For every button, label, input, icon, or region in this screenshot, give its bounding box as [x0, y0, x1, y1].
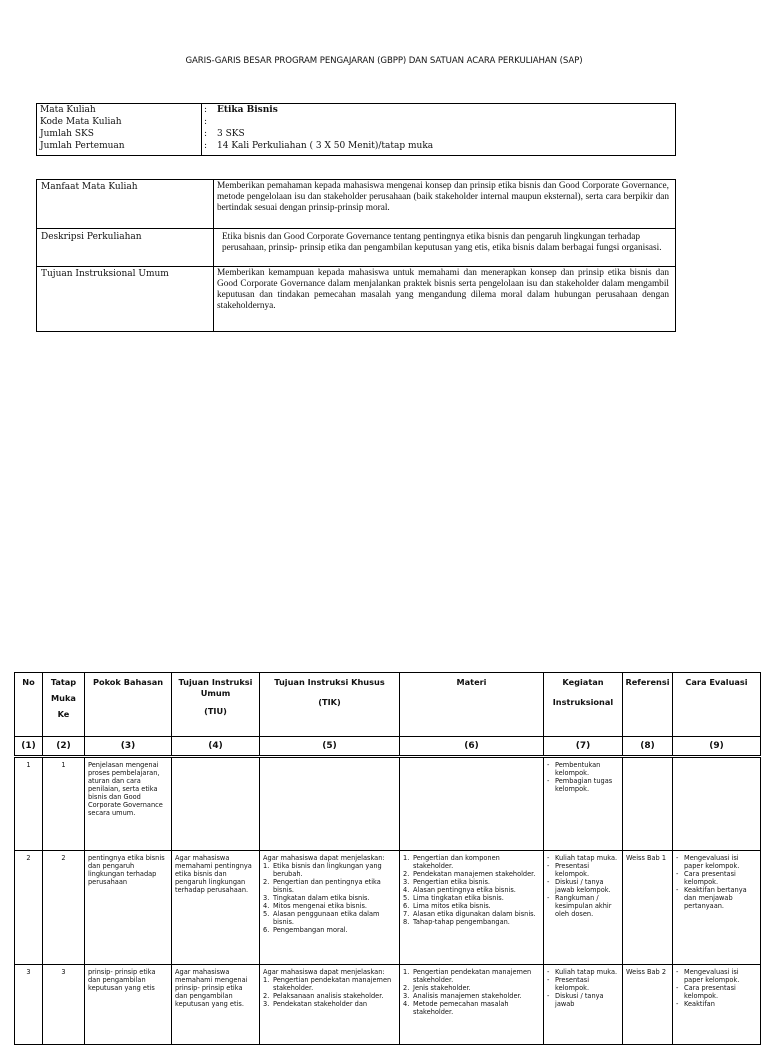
list-dash: -	[676, 854, 679, 862]
list-dash: -	[676, 968, 679, 976]
list-dash: -	[547, 968, 550, 976]
list-item: - Diskusi / tanya jawab kelompok.	[547, 878, 611, 894]
info-colon: :	[204, 129, 208, 139]
list-item: 3. Tingkatan dalam etika bisnis.	[263, 894, 370, 902]
list-number: 2.	[403, 984, 410, 992]
list-item: 2. Pengertian dan pentingnya etika bisnis.	[263, 878, 381, 894]
list-number: 1.	[403, 854, 410, 862]
list-number: 5.	[263, 910, 270, 918]
list-number: 6.	[263, 926, 270, 934]
cell-no: 2	[15, 851, 43, 965]
cell-referensi: Weiss Bab 1	[623, 851, 673, 965]
desc-label-benefit: Manfaat Mata Kuliah	[41, 182, 138, 192]
info-value: 3 SKS	[217, 129, 245, 139]
list-number: 6.	[403, 902, 410, 910]
list-item: - Presentasi kelompok.	[547, 976, 590, 992]
page-title: GARIS-GARIS BESAR PROGRAM PENGAJARAN (GBPP) DAN SATUAN ACARA PERKULIAHAN (SAP)	[185, 56, 583, 66]
cell-tiu	[172, 757, 260, 851]
cell-tik	[260, 757, 400, 851]
list-item: - Cara presentasi kelompok.	[676, 984, 736, 1000]
header-tiu: Tujuan Instruksi Umum (TIU)	[172, 673, 260, 737]
cell-materi	[400, 965, 544, 1045]
cell-pokok: prinsip- prinsip etika dan pengambilan keputusan yang etis	[85, 965, 172, 1045]
table-row	[15, 757, 761, 851]
column-number-row	[15, 737, 761, 757]
list-item: - Keaktifan	[676, 1000, 715, 1008]
list-item: - Pembagian tugas kelompok.	[547, 777, 613, 793]
info-row-course	[37, 104, 675, 116]
info-row-credits	[37, 128, 675, 140]
column-number: (6)	[400, 737, 544, 757]
list-item: 6. Lima mitos etika bisnis.	[403, 902, 491, 910]
list-item: - Diskusi / tanya jawab	[547, 992, 604, 1008]
list-item: 5. Lima tingkatan etika bisnis.	[403, 894, 504, 902]
list-item: 3. Pengertian etika bisnis.	[403, 878, 490, 886]
list-dash: -	[547, 992, 550, 1000]
header-tatap-muka: Tatap Muka Ke	[43, 673, 85, 737]
list-number: 8.	[403, 918, 410, 926]
list-item: - Kuliah tatap muka.	[547, 968, 618, 976]
cell-tatap: 3	[43, 965, 85, 1045]
info-colon: :	[204, 141, 208, 151]
cell-tatap: 1	[43, 757, 85, 851]
column-number: (9)	[673, 737, 761, 757]
list-dash: -	[547, 976, 550, 984]
list-number: 3.	[403, 878, 410, 886]
list-item: 7. Alasan etika digunakan dalam bisnis.	[403, 910, 536, 918]
cell-kegiatan	[544, 757, 623, 851]
list-dash: -	[547, 862, 550, 870]
list-item: 6. Pengembangan moral.	[263, 926, 348, 934]
column-number: (5)	[260, 737, 400, 757]
list-item: 1. Pengertian pendekatan manajemen stakeholder.	[263, 976, 392, 992]
list-item: 3. Pendekatan stakeholder dan	[263, 1000, 368, 1008]
list-number: 1.	[403, 968, 410, 976]
list-dash: -	[676, 984, 679, 992]
column-number: (3)	[85, 737, 172, 757]
list-number: 4.	[403, 1000, 410, 1008]
course-info-box	[36, 103, 676, 156]
list-number: 2.	[263, 992, 270, 1000]
list-item: - Pembentukan kelompok.	[547, 761, 601, 777]
info-value: Etika Bisnis	[217, 105, 278, 115]
header-materi: Materi	[400, 673, 544, 737]
list-item: 5. Alasan penggunaan etika dalam bisnis.	[263, 910, 380, 926]
header-referensi: Referensi	[623, 673, 673, 737]
column-number: (1)	[15, 737, 43, 757]
list-item: 1. Etika bisnis dan lingkungan yang berubah.	[263, 862, 382, 878]
list-number: 4.	[263, 902, 270, 910]
cell-no: 3	[15, 965, 43, 1045]
list-item: - Mengevaluasi isi paper kelompok.	[676, 968, 740, 984]
info-label: Jumlah Pertemuan	[40, 141, 125, 151]
cell-pokok: Penjelasan mengenai proses pembelajaran, aturan dan cara penilaian, serta etika bisnis dan Good Corporate Governance secara umum.	[85, 757, 172, 851]
cell-no: 1	[15, 757, 43, 851]
cell-evaluasi	[673, 965, 761, 1045]
list-dash: -	[676, 886, 679, 894]
table-row	[15, 851, 761, 965]
list-item: 1. Pengertian pendekatan manajemen stakeholder.	[403, 968, 532, 984]
list-dash: -	[676, 870, 679, 878]
cell-kegiatan	[544, 851, 623, 965]
desc-row-divider	[37, 228, 675, 229]
column-number: (8)	[623, 737, 673, 757]
list-item: - Presentasi kelompok.	[547, 862, 590, 878]
list-item: 8. Tahap-tahap pengembangan.	[403, 918, 510, 926]
header-no: No	[15, 673, 43, 737]
info-label: Mata Kuliah	[40, 105, 96, 115]
cell-evaluasi	[673, 757, 761, 851]
desc-text-description: Etika bisnis dan Good Corporate Governance tentang pentingnya etika bisnis dan pengaruh lingkungan terhadap perusahaan, prinsip- prinsip etika dan pengambilan keputusan yang etis, etika bisnis dalam berbagai fungsi organisasi.	[222, 232, 662, 253]
list-dash: -	[547, 854, 550, 862]
table-header-row	[15, 673, 761, 737]
list-number: 4.	[403, 886, 410, 894]
list-item: - Cara presentasi kelompok.	[676, 870, 736, 886]
list-item: 3. Analisis manajemen stakeholder.	[403, 992, 522, 1000]
list-item: 4. Metode pemecahan masalah stakeholder.	[403, 1000, 509, 1016]
column-number: (7)	[544, 737, 623, 757]
desc-row-divider	[37, 266, 675, 267]
cell-materi	[400, 851, 544, 965]
cell-kegiatan	[544, 965, 623, 1045]
list-number: 3.	[263, 1000, 270, 1008]
list-dash: -	[547, 761, 550, 769]
header-kegiatan: Kegiatan Instruksional	[544, 673, 623, 737]
cell-referensi: Weiss Bab 2	[623, 965, 673, 1045]
desc-text-benefit: Memberikan pemahaman kepada mahasiswa mengenai konsep dan prinsip etika bisnis dan Good Corporate Governance, metode pengelolaan isu dan stakeholder perusahaan (baik stakeholder internal maupun eksternal), serta cara berpikir dan bertindak sesuai dengan prinsip-prinsip moral.	[217, 181, 669, 213]
info-row-meetings	[37, 140, 675, 152]
list-item: 2. Pendekatan manajemen stakeholder.	[403, 870, 536, 878]
info-value: 14 Kali Perkuliahan ( 3 X 50 Menit)/tatap muka	[217, 141, 434, 151]
list-number: 1.	[263, 862, 270, 870]
cell-pokok: pentingnya etika bisnis dan pengaruh lingkungan terhadap perusahaan	[85, 851, 172, 965]
cell-tatap: 2	[43, 851, 85, 965]
list-item: 1. Pengertian dan komponen stakeholder.	[403, 854, 500, 870]
cell-materi	[400, 757, 544, 851]
cell-tik: Agar mahasiswa dapat menjelaskan: 1. Pengertian pendekatan manajemen stakeholder. 2. Pelaksanaan analisis stakeholder. 3. Pendekatan stakeholder dan	[260, 965, 400, 1045]
list-dash: -	[676, 1000, 679, 1008]
list-number: 2.	[403, 870, 410, 878]
info-colon: :	[204, 105, 208, 115]
cell-evaluasi	[673, 851, 761, 965]
list-number: 5.	[403, 894, 410, 902]
info-label: Kode Mata Kuliah	[40, 117, 122, 127]
table-row	[15, 965, 761, 1045]
desc-text-objective: Memberikan kemampuan kepada mahasiswa untuk memahami dan menerapkan konsep dan prinsip etika bisnis dan Good Corporate Governance dalam menjalankan praktek bisnis serta pengelolaan isu dan stakeholder dalam mengambil keputusan dan tindakan pemecahan masalah yang mengandung dilema moral dalam hubungan perusahaan dengan stakeholdernya.	[217, 268, 669, 311]
desc-label-objective: Tujuan Instruksional Umum	[41, 269, 169, 279]
sap-table	[14, 672, 761, 1045]
list-dash: -	[547, 777, 550, 785]
list-dash: -	[547, 878, 550, 886]
cell-tik: Agar mahasiswa dapat menjelaskan: 1. Etika bisnis dan lingkungan yang berubah. 2. Pengertian dan pentingnya etika bisnis. 3. Tingkatan dalam etika bisnis. 4. Mitos mengenai etika bisnis. 5. Alasan penggunaan etika dalam bisnis. 6. Pengembangan moral.	[260, 851, 400, 965]
list-item: - Keaktifan bertanya dan menjawab pertanyaan.	[676, 886, 747, 910]
list-item: 4. Mitos mengenai etika bisnis.	[263, 902, 368, 910]
header-pokok-bahasan: Pokok Bahasan	[85, 673, 172, 737]
column-number: (4)	[172, 737, 260, 757]
list-number: 2.	[263, 878, 270, 886]
info-colon: :	[204, 117, 208, 127]
list-item: 4. Alasan pentingnya etika bisnis.	[403, 886, 516, 894]
list-item: - Mengevaluasi isi paper kelompok.	[676, 854, 740, 870]
list-item: - Kuliah tatap muka.	[547, 854, 618, 862]
cell-referensi	[623, 757, 673, 851]
list-number: 3.	[403, 992, 410, 1000]
list-item: 2. Pelaksanaan analisis stakeholder.	[263, 992, 384, 1000]
list-number: 1.	[263, 976, 270, 984]
cell-tiu: Agar mahasiswa memahami mengenai prinsip- prinsip etika dan pengambilan keputusan yang etis.	[172, 965, 260, 1045]
desc-label-description: Deskripsi Perkuliahan	[41, 232, 142, 242]
list-item: - Rangkuman / kesimpulan akhir oleh dosen.	[547, 894, 612, 918]
info-label: Jumlah SKS	[40, 129, 94, 139]
column-number: (2)	[43, 737, 85, 757]
list-item: 2. Jenis stakeholder.	[403, 984, 471, 992]
course-description-table	[36, 179, 676, 332]
desc-divider	[213, 180, 214, 331]
cell-tiu: Agar mahasiswa memahami pentingnya etika bisnis dan pengaruh lingkungan terhadap perusahaan.	[172, 851, 260, 965]
list-number: 3.	[263, 894, 270, 902]
header-tik: Tujuan Instruksi Khusus (TIK)	[260, 673, 400, 737]
list-number: 7.	[403, 910, 410, 918]
list-dash: -	[547, 894, 550, 902]
info-row-code	[37, 116, 675, 128]
header-evaluasi: Cara Evaluasi	[673, 673, 761, 737]
